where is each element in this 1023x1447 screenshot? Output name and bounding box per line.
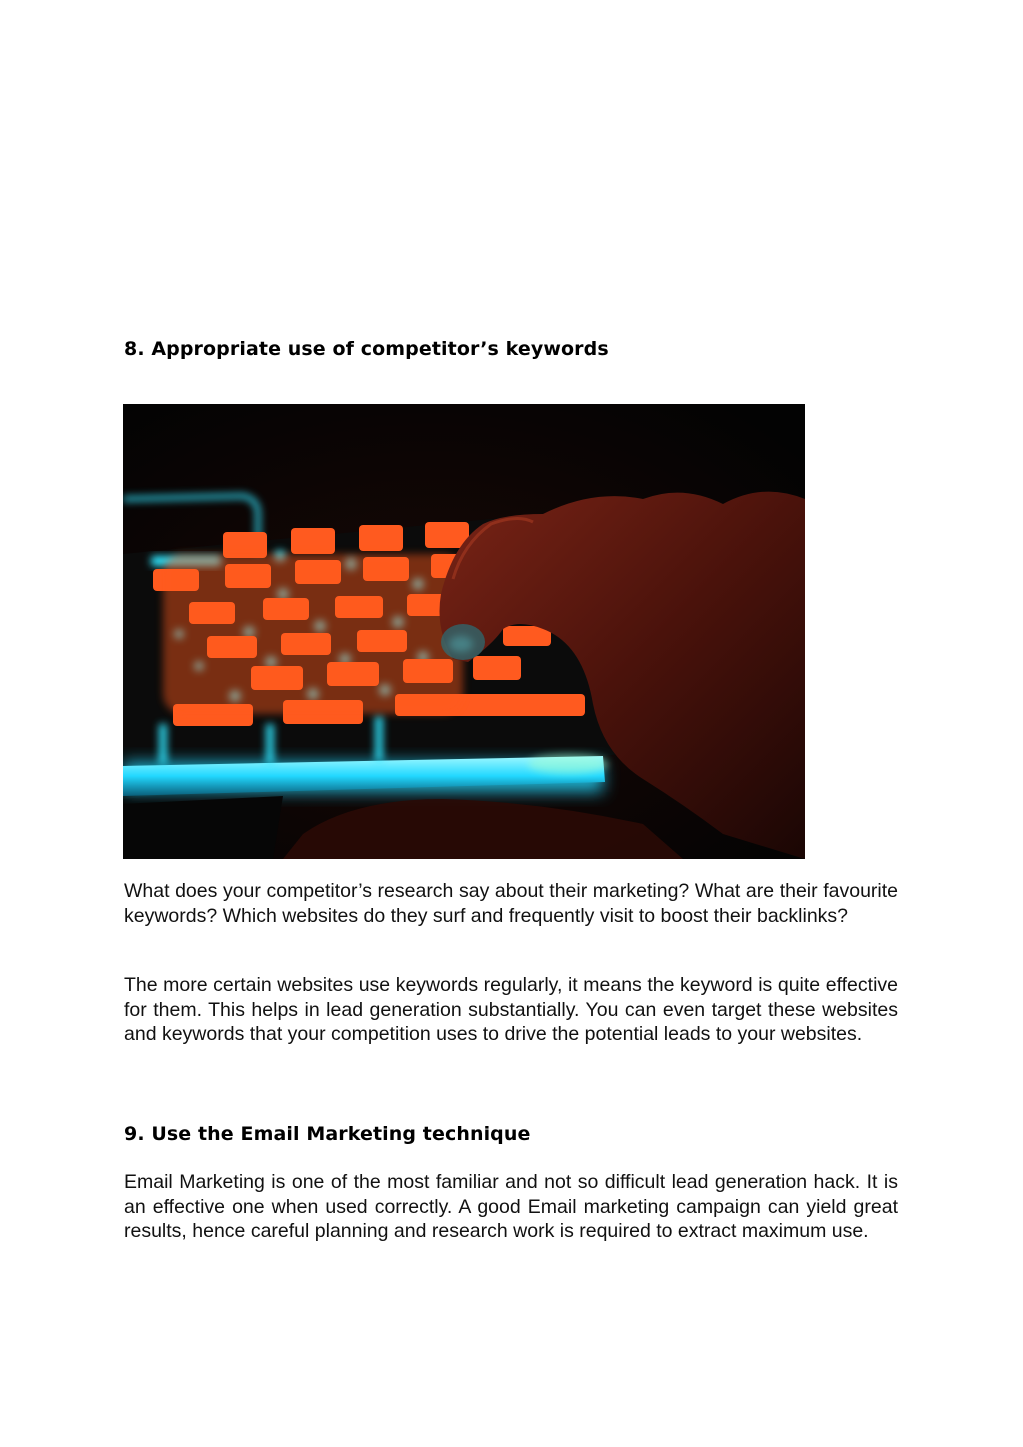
section-8-paragraph-2: The more certain websites use keywords regularly, it means the keyword is quite effective for them. This helps in lead generation substantially. You can even target these websites and keywords that your competition uses to drive the potential leads to your websites. [124, 974, 898, 1046]
section-8-heading: 8. Appropriate use of competitor’s keywords [124, 338, 609, 360]
keyboard-photo [123, 404, 805, 859]
section-9-paragraph-1: Email Marketing is one of the most familiar and not so difficult lead generation hack. It is an effective one when used correctly. A good Email marketing campaign can yield great results, hence careful planning and research work is required to extract maximum use. [124, 1171, 898, 1243]
keyboard-illustration [123, 404, 805, 859]
section-8-paragraph-1: What does your competitor’s research say about their marketing? What are their favourite keywords? Which websites do they surf and frequently visit to boost their backlinks? [124, 880, 898, 927]
section-9-heading: 9. Use the Email Marketing technique [124, 1123, 531, 1145]
